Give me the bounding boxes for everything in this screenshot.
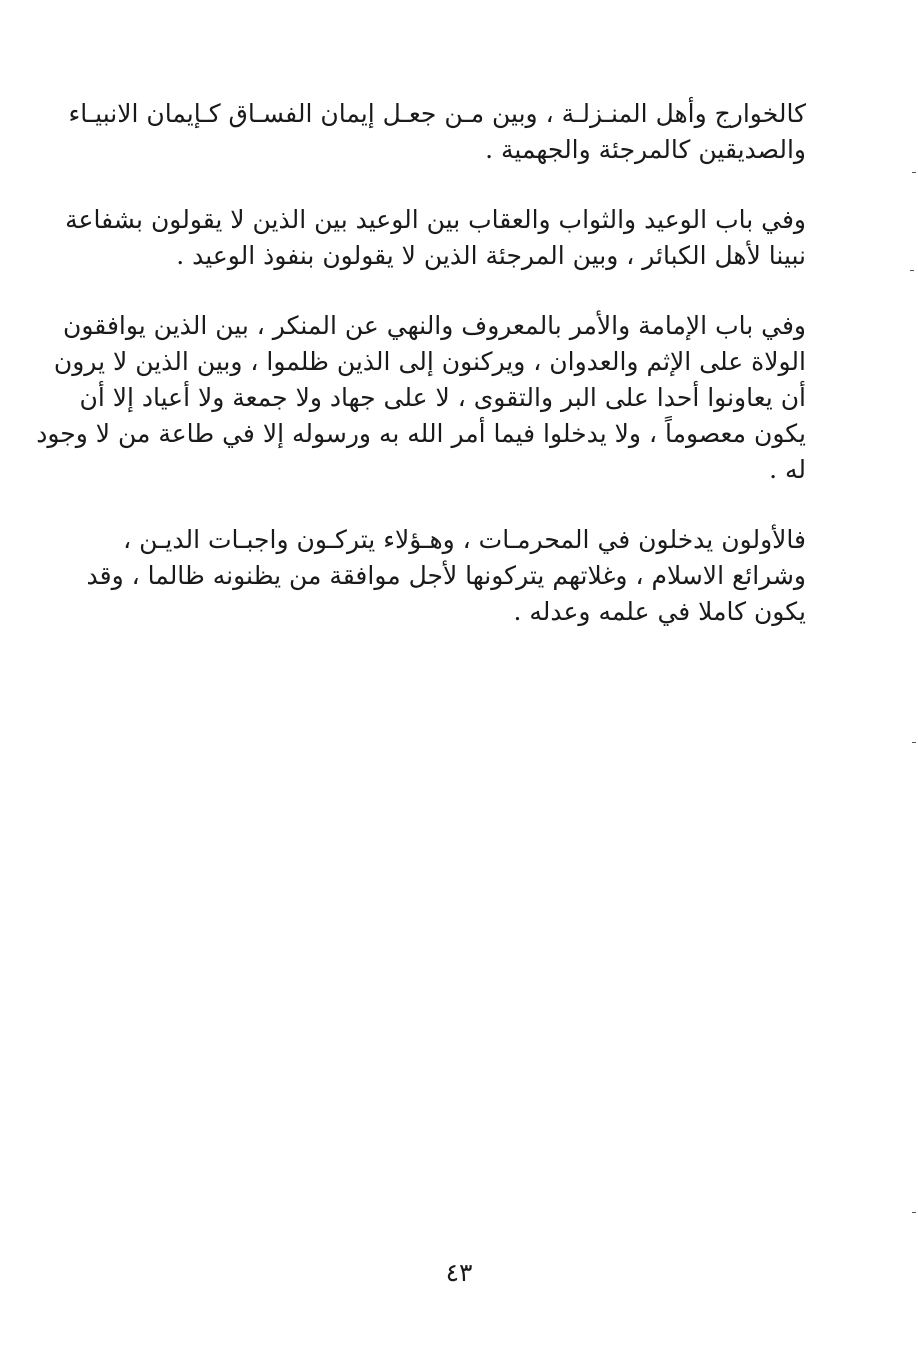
paragraph-1 xyxy=(68,96,806,168)
scan-speck xyxy=(912,742,916,743)
body-text xyxy=(36,96,806,664)
text-line: فالأولون يدخلون في المحرمـات ، وهـؤلاء يتركـون واجبـات الديـن ، xyxy=(123,525,806,554)
text-line: كالخوارج وأهل المنـزلـة ، وبين مـن جعـل إيمان الفسـاق كـإيمان الانبيـاء xyxy=(68,99,806,128)
text-line: أن يعاونوا أحدا على البر والتقوى ، لا على جهاد ولا جمعة ولا أعياد إلا أن xyxy=(79,383,806,412)
paragraph-2 xyxy=(65,202,806,274)
paragraph-4 xyxy=(86,522,806,630)
text-line: وشرائع الاسلام ، وغلاتهم يتركونها لأجل موافقة من يظنونه ظالما ، وقد xyxy=(86,561,806,590)
scan-speck xyxy=(912,1212,916,1213)
text-line: يكون كاملا في علمه وعدله . xyxy=(513,597,806,626)
text-line: نبينا لأهل الكبائر ، وبين المرجئة الذين لا يقولون بنفوذ الوعيد . xyxy=(176,241,806,270)
paragraph-3 xyxy=(36,308,806,488)
page-number: ٤٣ xyxy=(445,1258,473,1287)
text-line: الولاة على الإثم والعدوان ، ويركنون إلى الذين ظلموا ، وبين الذين لا يرون xyxy=(53,347,806,376)
text-line: وفي باب الوعيد والثواب والعقاب بين الوعيد بين الذين لا يقولون بشفاعة xyxy=(65,205,806,234)
text-line: وفي باب الإمامة والأمر بالمعروف والنهي عن المنكر ، بين الذين يوافقون xyxy=(63,311,806,340)
text-line: له . xyxy=(769,455,806,484)
text-line: والصديقين كالمرجئة والجهمية . xyxy=(485,135,806,164)
text-line: يكون معصوماً ، ولا يدخلوا فيما أمر الله به ورسوله إلا في طاعة من لا وجود xyxy=(36,419,806,448)
scan-speck xyxy=(912,172,916,173)
scan-speck xyxy=(910,270,914,271)
